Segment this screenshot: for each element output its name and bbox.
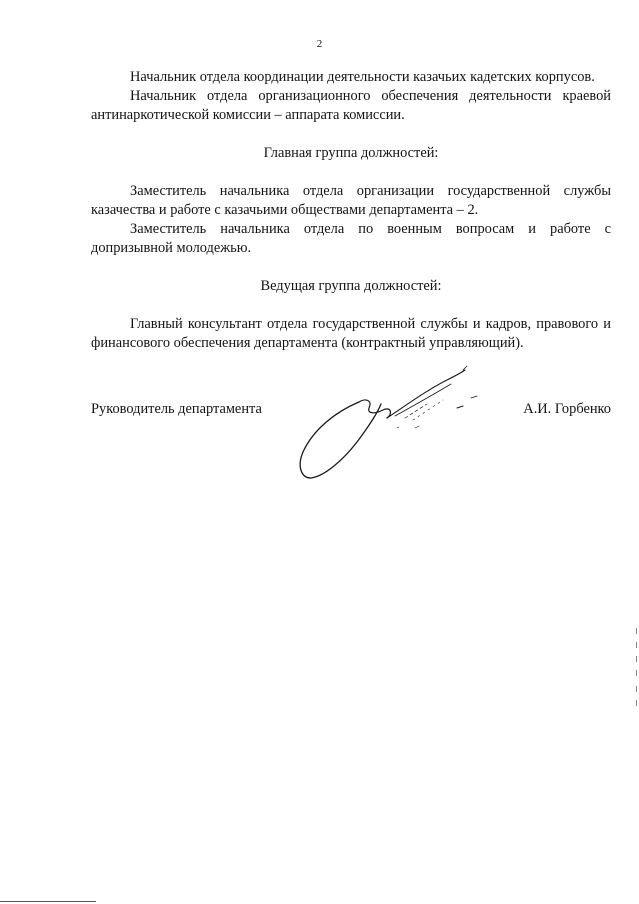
bottom-edge-line (0, 901, 96, 902)
heading-leading-group: Ведущая группа должностей: (260, 278, 442, 294)
paragraph-deputy-cossack-service: Заместитель начальника отдела организации государственной службы казачества и работе с казачьими обществами департамента – 2. (91, 183, 611, 218)
heading-main-group: Главная группа должностей: (263, 145, 439, 161)
signatory-position: Руководитель департамента (91, 401, 262, 417)
signatory-name: А.И. Горбенко (523, 401, 611, 417)
paragraph-cadet-corps: Начальник отдела координации деятельности казачьих кадетских корпусов. (130, 69, 595, 85)
paragraph-antidrug-commission: Начальник отдела организационного обеспечения деятельности краевой антинаркотической комиссии – аппарата комиссии. (91, 88, 611, 123)
paragraph-chief-consultant: Главный консультант отдела государственной службы и кадров, правового и финансового обеспечения департамента (контрактный управляющий). (91, 316, 611, 351)
document-body (91, 68, 611, 353)
scan-edge-marks (635, 628, 638, 708)
page-number: 2 (316, 38, 323, 50)
handwritten-signature (295, 360, 495, 490)
paragraph-deputy-military: Заместитель начальника отдела по военным вопросам и работе с допризывной молодежью. (91, 221, 611, 256)
